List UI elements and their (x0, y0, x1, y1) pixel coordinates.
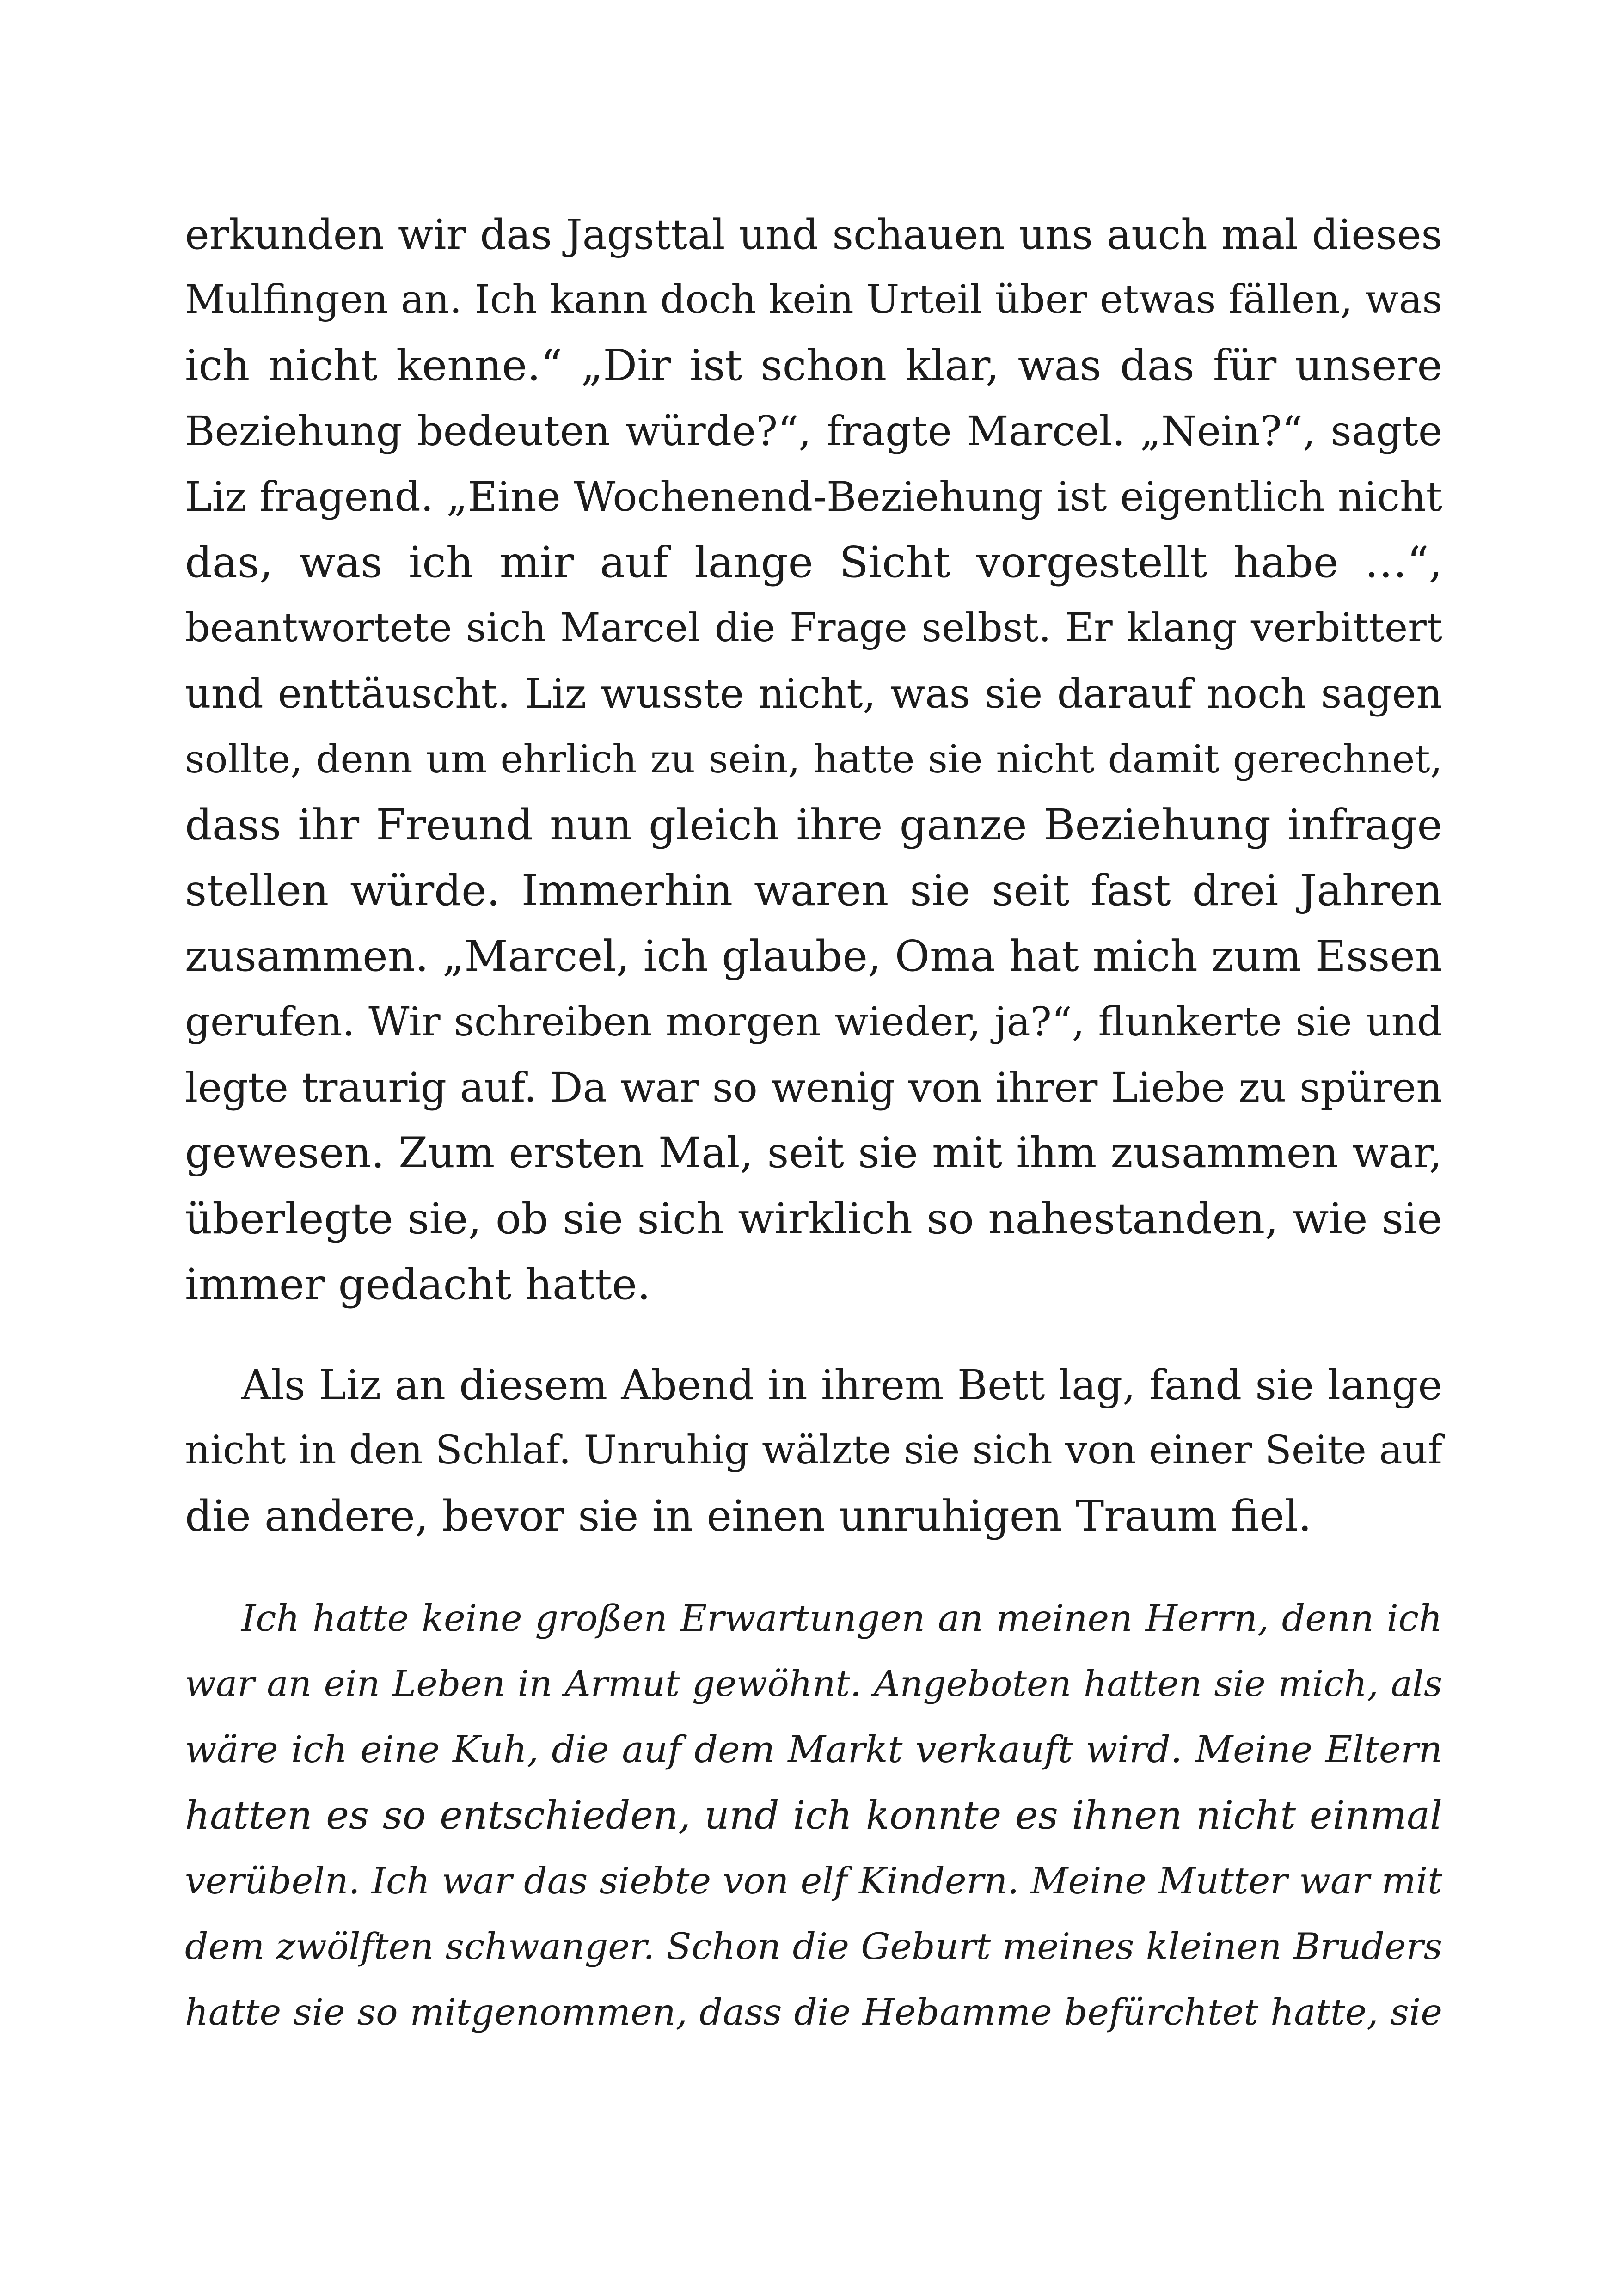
text-line: gerufen. Wir schreiben morgen wieder, ja?“, flunkerte sie und (185, 999, 1442, 1045)
text-line: sollte, denn um ehrlich zu sein, hatte sie nicht damit gerechnet, (185, 737, 1442, 782)
text-line: war an ein Leben in Armut gewöhnt. Angeboten hatten sie mich, als (185, 1663, 1442, 1705)
text-line: erkunden wir das Jagsttal und schauen uns auch mal dieses (185, 210, 1442, 258)
text-line: Mulfingen an. Ich kann doch kein Urteil über etwas fällen, was (185, 277, 1443, 323)
text-line: stellen würde. Immerhin waren sie seit fast drei Jahren (185, 866, 1442, 915)
text-line: Liz fragend. „Eine Wochenend-Beziehung ist eigentlich nicht (185, 473, 1442, 520)
text-line: hatte sie so mitgenommen, dass die Hebamme befürchtet hatte, sie (185, 1991, 1442, 2033)
text-line: Als Liz an diesem Abend in ihrem Bett lag, fand sie lange (241, 1361, 1442, 1409)
text-line: Beziehung bedeuten würde?“, fragte Marcel. „Nein?“, sagte (185, 407, 1442, 455)
text-line: gewesen. Zum ersten Mal, seit sie mit ihm zusammen war, (185, 1129, 1442, 1177)
text-line: immer gedacht hatte. (185, 1260, 651, 1309)
paragraph-dream-italic (185, 1586, 1442, 2045)
text-line: nicht in den Schlaf. Unruhig wälzte sie sich von einer Seite auf (185, 1427, 1442, 1473)
text-line: verübeln. Ich war das siebte von elf Kindern. Meine Mutter war mit (185, 1860, 1442, 1902)
text-line: beantwortete sich Marcel die Frage selbst. Er klang verbittert (185, 605, 1442, 651)
paragraph-marcel-conversation (185, 202, 1442, 1317)
text-line: das, was ich mir auf lange Sicht vorgestellt habe …“, (185, 538, 1442, 587)
text-line: überlegte sie, ob sie sich wirklich so nahestanden, wie sie (185, 1194, 1442, 1243)
paragraph-liz-bed (185, 1352, 1442, 1549)
text-line: Ich hatte keine großen Erwartungen an meinen Herrn, denn ich (241, 1597, 1442, 1640)
text-line: zusammen. „Marcel, ich glaube, Oma hat mich zum Essen (185, 931, 1442, 981)
text-line: die andere, bevor sie in einen unruhigen Traum fiel. (185, 1491, 1312, 1541)
text-line: dass ihr Freund nun gleich ihre ganze Beziehung infrage (185, 800, 1442, 850)
text-line: und enttäuscht. Liz wusste nicht, was sie darauf noch sagen (185, 670, 1442, 717)
text-line: ich nicht kenne.“ „Dir ist schon klar, was das für unsere (185, 341, 1442, 390)
text-line: hatten es so entschieden, und ich konnte es ihnen nicht einmal (185, 1793, 1442, 1838)
text-line: legte traurig auf. Da war so wenig von ihrer Liebe zu spüren (185, 1064, 1442, 1111)
text-line: dem zwölften schwanger. Schon die Geburt meines kleinen Bruders (185, 1925, 1442, 1968)
text-line: wäre ich eine Kuh, die auf dem Markt verkauft wird. Meine Eltern (185, 1728, 1442, 1771)
